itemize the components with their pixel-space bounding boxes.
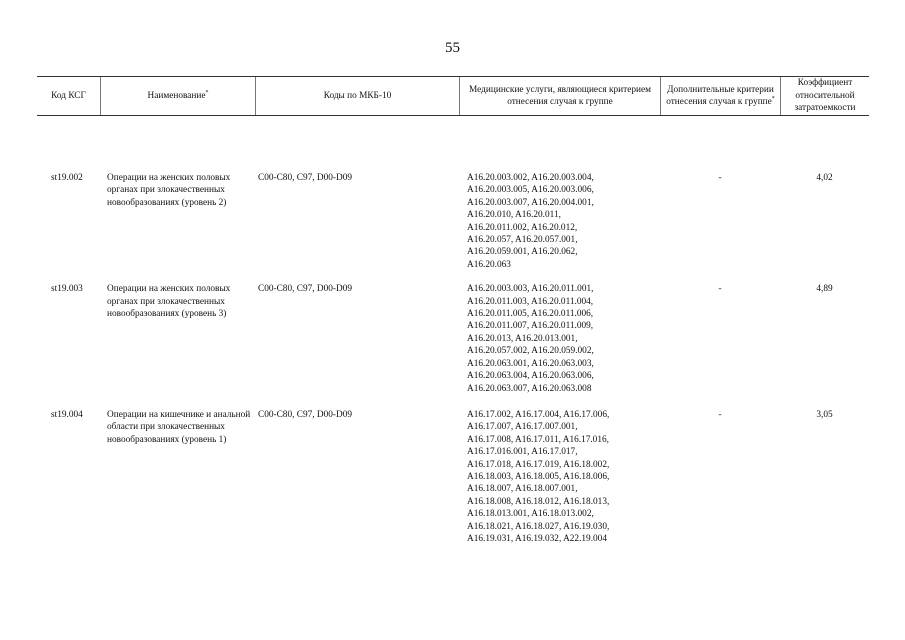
row-code: st19.002: [51, 173, 83, 183]
page-number: 55: [445, 40, 460, 56]
header-name-text: Наименование: [147, 90, 206, 101]
row-code: st19.003: [51, 284, 83, 295]
service-code-line: A16.20.063.007, A16.20.063.008: [467, 383, 592, 394]
header-additional-footnote-mark: *: [771, 95, 775, 102]
row-additional: -: [718, 173, 722, 183]
row-services: [459, 172, 660, 271]
header-name: [100, 77, 255, 115]
row-coefficient: 4,02: [816, 173, 833, 183]
row-icd-codes: C00-C80, C97, D00-D09: [258, 173, 353, 183]
table-row: [37, 283, 869, 395]
service-code-line: A16.17.002, A16.17.004, A16.17.006,: [467, 409, 610, 420]
header-additional-text: Дополнительные критерии отнесения случая к группе: [666, 84, 774, 107]
row-icd-codes: C00-C80, C97, D00-D09: [258, 284, 353, 295]
service-code-line: A16.20.063.001, A16.20.063.003,: [467, 358, 594, 369]
row-name: Операции на женских половых органах при злокачественных новообразованиях (уровень 3): [107, 284, 231, 320]
row-additional: -: [718, 409, 722, 420]
service-code-line: A16.17.007, A16.17.007.001,: [467, 422, 578, 433]
row-coefficient: 3,05: [816, 409, 833, 420]
service-code-line: A16.20.063: [467, 259, 511, 270]
row-name: Операции на кишечнике и анальной области при злокачественных новообразованиях (уровень 1): [107, 409, 251, 445]
service-code-line: A16.18.008, A16.18.012, A16.18.013,: [467, 496, 610, 507]
row-icd-codes: C00-C80, C97, D00-D09: [258, 409, 353, 420]
row-additional: -: [718, 284, 722, 295]
service-code-line: A16.20.011.005, A16.20.011.006,: [467, 309, 594, 320]
service-code-line: A16.20.011.002, A16.20.012,: [467, 222, 578, 233]
header-services-text: Медицинские услуги, являющиеся критерием отнесения случая к группе: [469, 84, 651, 107]
row-services: [459, 409, 660, 545]
header-coefficient: [780, 77, 869, 115]
row-code: st19.004: [51, 409, 83, 420]
service-code-line: A16.18.003, A16.18.005, A16.18.006,: [467, 471, 610, 482]
header-services: [459, 77, 660, 115]
header-code: [37, 77, 100, 115]
table-row: [37, 172, 869, 271]
service-code-line: A16.20.057, A16.20.057.001,: [467, 235, 578, 246]
service-code-line: A16.20.013, A16.20.013.001,: [467, 333, 578, 344]
row-services: [459, 283, 660, 395]
service-code-line: A16.18.021, A16.18.027, A16.19.030,: [467, 521, 610, 532]
table-row: [37, 409, 869, 545]
header-coefficient-text: Коэффициент относительной затратоемкости: [794, 78, 856, 114]
row-coefficient: 4,89: [816, 284, 833, 295]
service-code-line: A16.20.011.007, A16.20.011.009,: [467, 321, 594, 332]
service-code-line: A16.17.018, A16.17.019, A16.18.002,: [467, 459, 610, 470]
service-code-line: A16.19.031, A16.19.032, A22.19.004: [467, 533, 607, 544]
service-code-line: A16.20.003.003, A16.20.011.001,: [467, 284, 594, 295]
service-code-line: A16.20.059.001, A16.20.062,: [467, 247, 578, 258]
service-code-line: A16.18.013.001, A16.18.013.002,: [467, 509, 594, 520]
service-code-line: A16.20.063.004, A16.20.063.006,: [467, 371, 594, 382]
service-code-line: A16.20.010, A16.20.011,: [467, 210, 561, 221]
header-icd-codes-text: Коды по МКБ-10: [323, 90, 392, 101]
header-code-text: Код КСГ: [51, 90, 86, 101]
service-code-line: A16.18.007, A16.18.007.001,: [467, 484, 578, 495]
service-code-line: A16.20.003.007, A16.20.004.001,: [467, 197, 594, 208]
service-code-line: A16.20.057.002, A16.20.059.002,: [467, 346, 594, 357]
ksg-table: [37, 76, 869, 545]
table-header-row: [37, 76, 869, 116]
header-icd-codes: [255, 77, 459, 115]
row-name: Операции на женских половых органах при злокачественных новообразованиях (уровень 2): [107, 173, 231, 208]
service-code-line: A16.17.008, A16.17.011, A16.17.016,: [467, 434, 609, 445]
service-code-line: A16.20.003.005, A16.20.003.006,: [467, 185, 594, 196]
service-code-line: A16.17.016.001, A16.17.017,: [467, 447, 578, 458]
service-code-line: A16.20.011.003, A16.20.011.004,: [467, 296, 594, 307]
service-code-line: A16.20.003.002, A16.20.003.004,: [467, 173, 594, 183]
header-name-footnote-mark: *: [205, 89, 209, 96]
header-additional: [660, 77, 780, 115]
